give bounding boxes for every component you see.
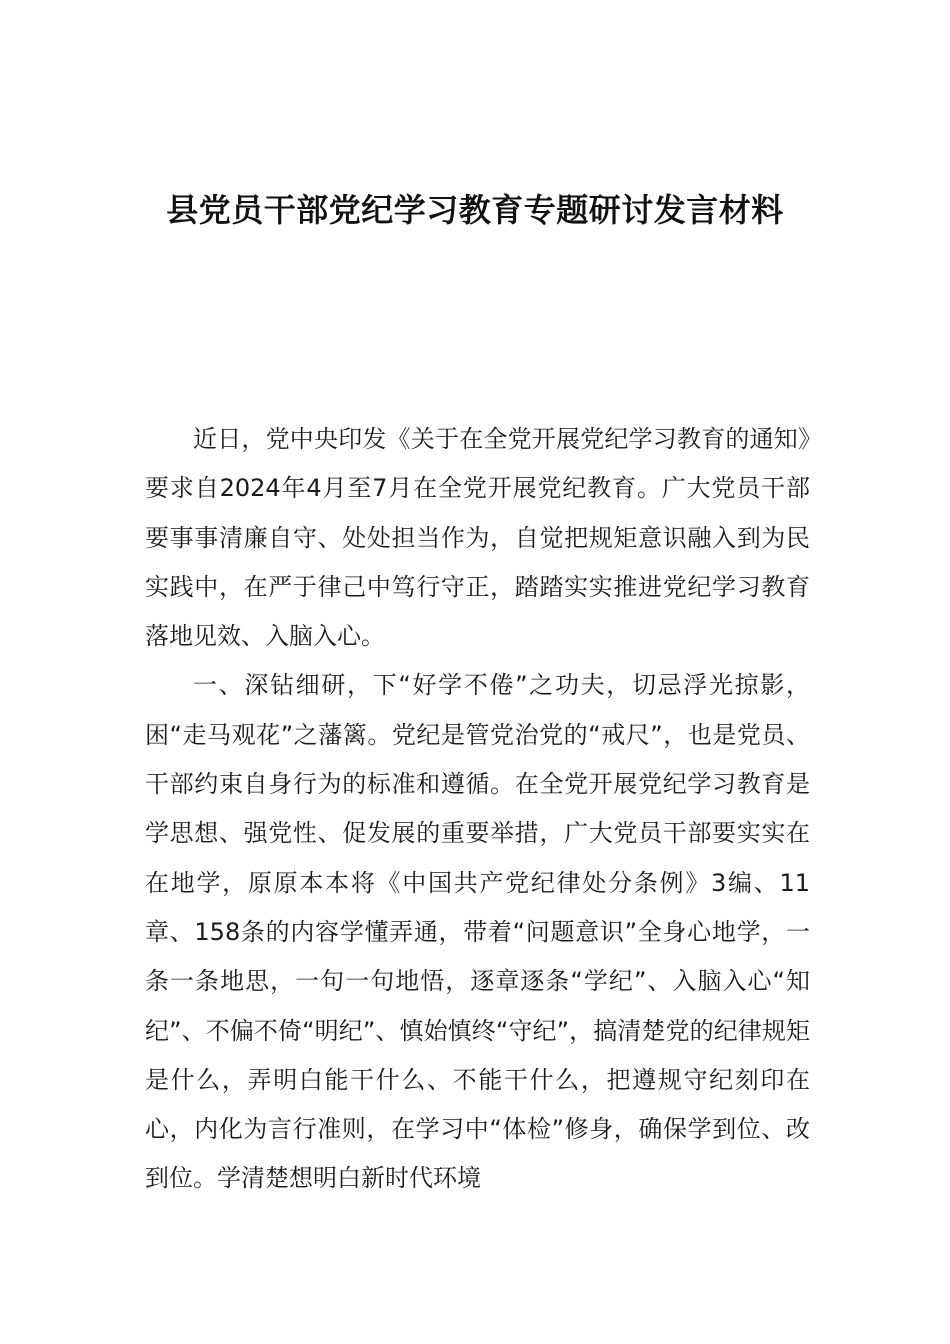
paragraph-intro: 近日，党中央印发《关于在全党开展党纪学习教育的通知》要求自2024年4月至7月在全党开展党纪教育。广大党员干部要事事清廉自守、处处担当作为，自觉把规矩意识融入到为民实践中，在严于律己中笃行守正，踏踏实实推进党纪学习教育落地见效、入脑入心。	[145, 425, 810, 651]
document-title: 县党员干部党纪学习教育专题研讨发言材料	[166, 191, 784, 229]
document-body	[145, 415, 810, 1204]
paragraph-section-one: 一、深钻细研，下“好学不倦”之功夫，切忌浮光掠影，困“走马观花”之藩篱。党纪是管党治党的“戒尺”，也是党员、干部约束自身行为的标准和遵循。在全党开展党纪学习教育是学思想、强党性、促发展的重要举措，广大党员干部要实实在在地学，原原本本将《中国共产党纪律处分条例》3编、11章、158条的内容学懂弄通，带着“问题意识”全身心地学，一条一条地思，一句一句地悟，逐章逐条“学纪”、入脑入心“知纪”、不偏不倚“明纪”、慎始慎终“守纪”，搞清楚党的纪律规矩是什么，弄明白能干什么、不能干什么，把遵规守纪刻印在心，内化为言行准则，在学习中“体检”修身，确保学到位、改到位。学清楚想明白新时代环境	[145, 671, 810, 1193]
